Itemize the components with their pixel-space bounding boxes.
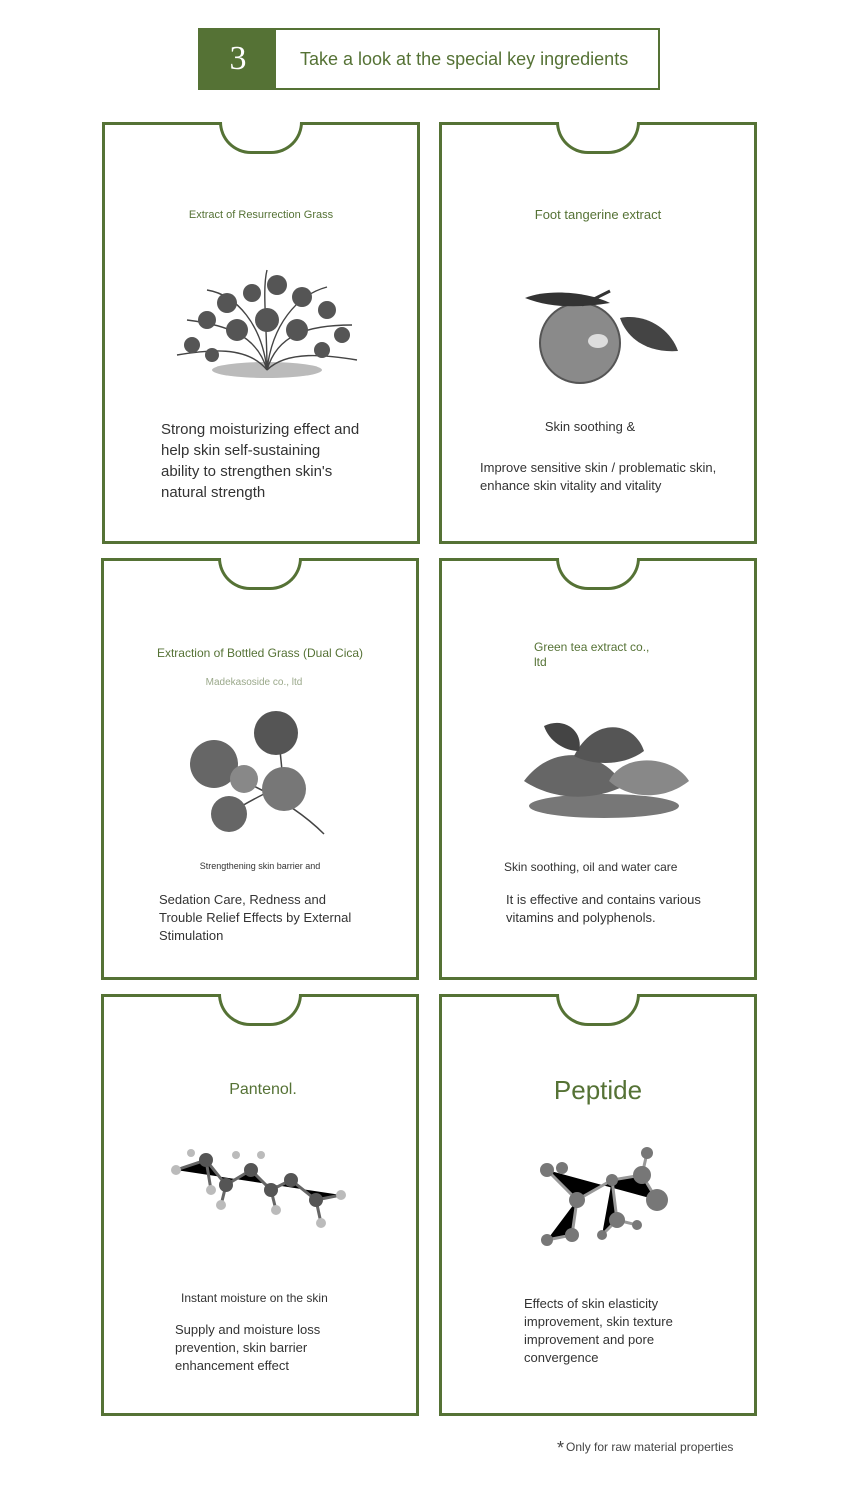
ingredient-description: Improve sensitive skin / problematic skin, enhance skin vitality and vitality — [480, 460, 717, 493]
ingredient-subtitle: Strengthening skin barrier and — [199, 861, 321, 871]
section-title: Take a look at the special key ingredients — [300, 48, 629, 69]
tangerine-illustration — [520, 283, 685, 388]
card-notch — [218, 558, 302, 590]
resurrection-grass-illustration — [167, 265, 367, 385]
ingredient-name: Pantenol. — [229, 1081, 297, 1098]
section-number: 3 — [200, 30, 276, 88]
card-notch — [556, 558, 640, 590]
ingredient-card-pantenol — [101, 994, 419, 1416]
ingredient-card-dual-cica — [101, 558, 419, 980]
ingredient-card-resurrection-grass — [102, 122, 420, 544]
ingredient-subtitle: Skin soothing & — [544, 419, 636, 434]
card-notch — [556, 122, 640, 154]
ingredient-name: Peptide — [553, 1075, 643, 1105]
ingredient-name: Green tea extract co., ltd — [534, 640, 650, 669]
ingredient-name: Extract of Resurrection Grass — [188, 209, 334, 221]
footnote — [557, 1438, 733, 1459]
ingredient-description: Strong moisturizing effect and help skin self-sustaining ability to strengthen skin's natural strength — [161, 421, 360, 501]
peptide-molecule-illustration — [532, 1145, 677, 1255]
ingredient-card-green-tea — [439, 558, 757, 980]
ingredient-description: Effects of skin elasticity improvement, skin texture improvement and pore convergence — [524, 1296, 673, 1365]
ingredient-extra: Madekasoside co., ltd — [205, 677, 303, 688]
pantenol-molecule-illustration — [166, 1145, 361, 1240]
ingredient-description: It is effective and contains various vitamins and polyphenols. — [506, 892, 701, 925]
section-header — [198, 28, 660, 90]
card-notch — [219, 122, 303, 154]
footnote-text: Only for raw material properties — [566, 1440, 734, 1454]
ingredient-card-tangerine — [439, 122, 757, 544]
card-notch — [218, 994, 302, 1026]
ingredient-description: Sedation Care, Redness and Trouble Relief Effects by External Stimulation — [159, 892, 352, 943]
ingredient-subtitle: Instant moisture on the skin — [181, 1291, 328, 1305]
ingredient-name: Extraction of Bottled Grass (Dual Cica) — [156, 646, 364, 660]
card-notch — [556, 994, 640, 1026]
ingredient-description: Supply and moisture loss prevention, skin barrier enhancement effect — [175, 1322, 321, 1373]
ingredient-name: Foot tangerine extract — [534, 207, 662, 222]
ingredient-card-peptide — [439, 994, 757, 1416]
centella-leaves-illustration — [184, 709, 334, 839]
ingredient-subtitle: Skin soothing, oil and water care — [504, 860, 678, 874]
footnote-asterisk: * — [557, 1438, 565, 1458]
green-tea-leaves-illustration — [514, 711, 694, 821]
